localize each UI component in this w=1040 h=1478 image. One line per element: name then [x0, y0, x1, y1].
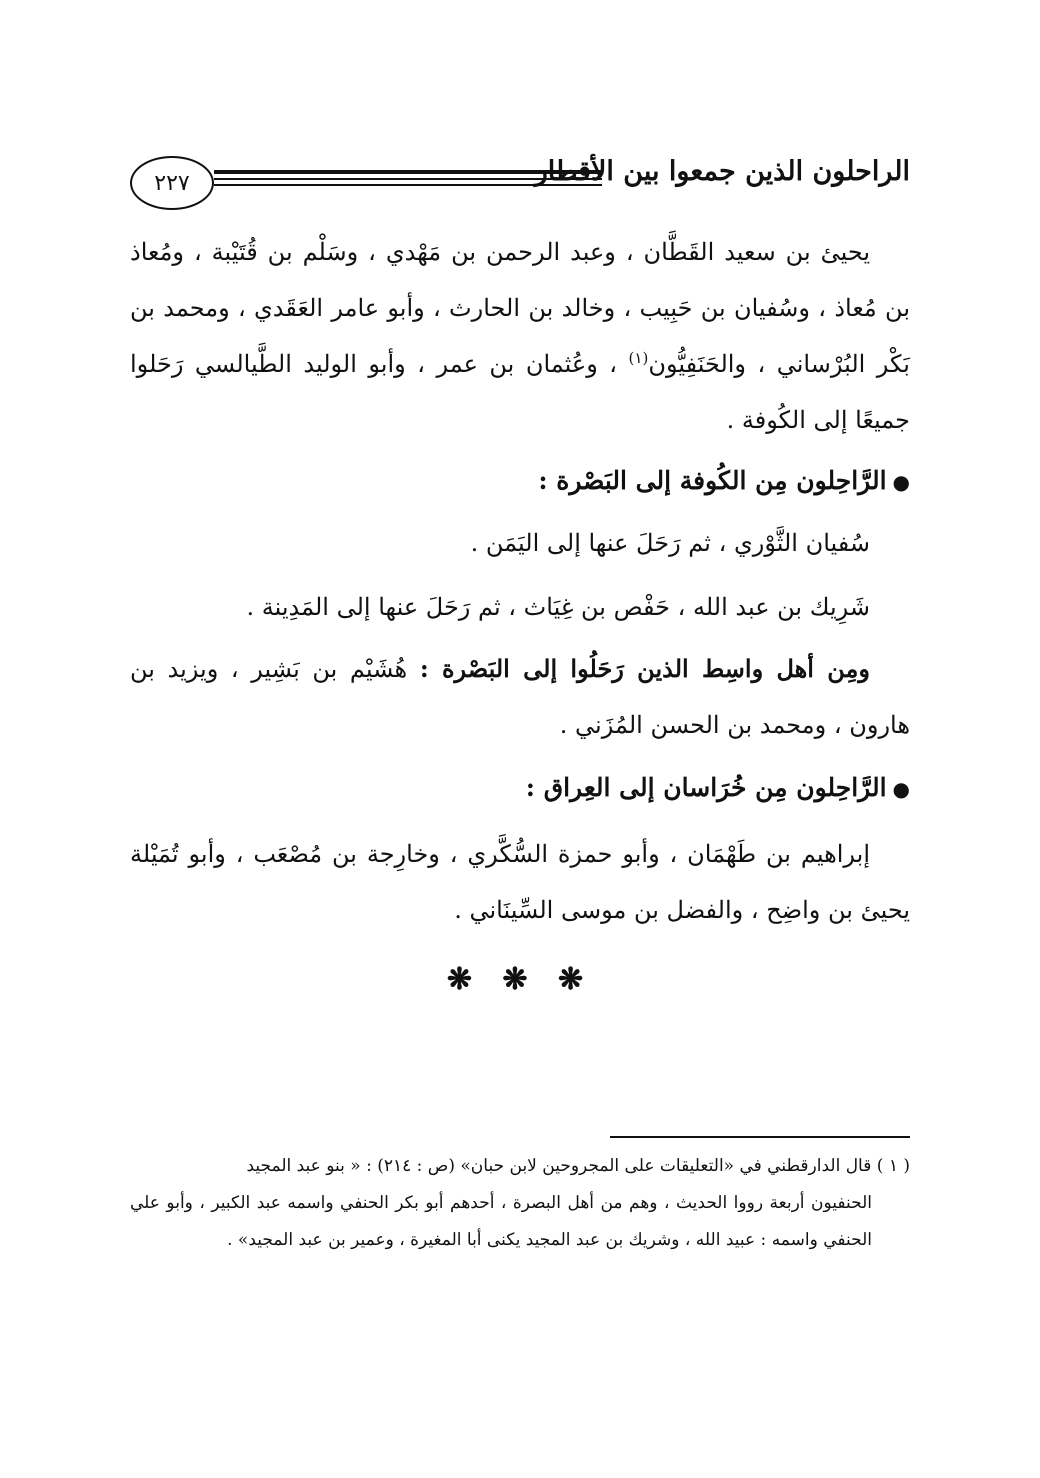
paragraph-4-text: هُشَيْم بن بَشِير ، ويزيد بن هارون ، ومحمد بن الحسن المُزَني .: [130, 655, 910, 739]
section-heading-kufa-basra: [130, 450, 910, 513]
paragraph-2: سُفيان الثَّوْري ، ثم رَحَلَ عنها إلى اليَمَن .: [470, 529, 870, 557]
heading-1-text: الرَّاحِلون مِن الكُوفة إلى البَصْرة :: [538, 466, 887, 495]
paragraph-1: [130, 224, 910, 448]
paragraph-1-end: ، وعُثمان بن عمر ، وأبو الوليد الطَّيالسي رَحَلوا جميعًا إلى الكُوفة .: [130, 350, 910, 434]
paragraph-5: إبراهيم بن طَهْمَان ، وأبو حمزة السُّكَّري ، وخارِجة بن مُصْعَب ، وأبو تُمَيْلة يحيئ بن واضِح ، والفضل بن موسى السِّينَاني .: [130, 840, 910, 924]
page-header: [130, 150, 910, 212]
paragraph-4-lead: ومِن أهل واسِط الذين رَحَلُوا إلى البَصْرة :: [419, 654, 871, 683]
page-number: ٢٢٧: [130, 156, 214, 210]
paragraph-3: شَرِيك بن عبد الله ، حَفْص بن غِيَاث ، ثم رَحَلَ عنها إلى المَدِينة .: [246, 593, 870, 621]
footnote-ref: (١): [628, 349, 649, 367]
bullet-icon: ●: [892, 470, 910, 494]
section-separator: ❋ ❋ ❋: [446, 962, 594, 997]
bullet-icon: ●: [892, 777, 910, 801]
footnote: [130, 1148, 910, 1259]
paragraph-1-text: يحيئ بن سعيد القَطَّان ، وعبد الرحمن بن مَهْدي ، وسَلْم بن قُتَيْبة ، ومُعاذ بن مُعاذ ، وسُفيان بن حَبِيب ، وخالد بن الحارث ، وأبو عامر العَقَدي ، ومحمد بن بَكْر البُرْساني ، والحَنَفِيُّون: [130, 238, 910, 378]
main-text: [130, 224, 910, 938]
footnote-first-line: ( ١ ) قال الدارقطني في «التعليقات على المجروحين لابن حبان» (ص : ٢١٤) : « بنو عبد المجيد: [246, 1156, 910, 1176]
footnote-continuation: الحنفيون أربعة رووا الحديث ، وهم من أهل البصرة ، أحدهم أبو بكر الحنفي واسمه عبد الكبير ، وأبو علي الحنفي واسمه : عبيد الله ، وشريك بن عبد المجيد يكنى أبا المغيرة ، وعمير بن عبد المجيد» .: [130, 1193, 872, 1250]
running-title: الراحلون الذين جمعوا بين الأقطار: [534, 156, 910, 187]
paragraph-4: [130, 641, 910, 753]
section-heading-khurasan-iraq: [130, 757, 910, 820]
heading-2-text: الرَّاحِلون مِن خُرَاسان إلى العِراق :: [525, 773, 887, 802]
footnote-rule: [610, 1136, 910, 1138]
